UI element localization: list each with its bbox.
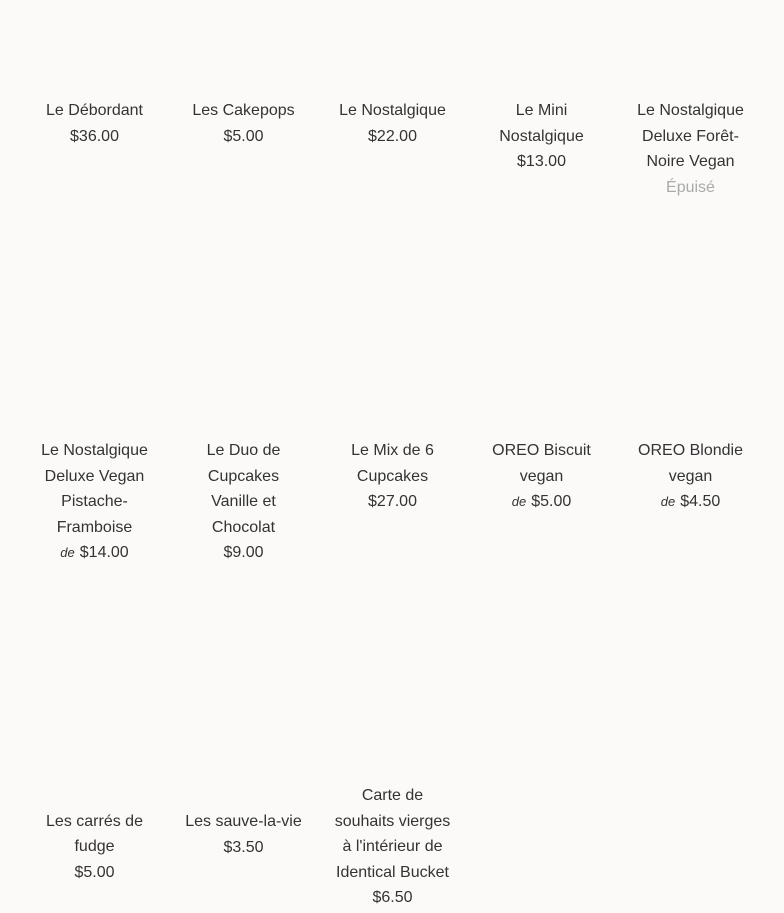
product-name[interactable]: Carte de souhaits vierges à l'intérieur de Identical Bucket: [334, 787, 451, 881]
product-price: $36.00: [70, 127, 119, 145]
product-row: [20, 782, 765, 912]
product-name[interactable]: Le Nostalgique: [339, 102, 446, 119]
price-value: $4.50: [680, 493, 721, 510]
product-card[interactable]: [169, 98, 318, 149]
product-name[interactable]: Le Nostalgique Deluxe Vegan Pistache- Framboise: [41, 442, 148, 536]
product-card[interactable]: [20, 98, 169, 149]
product-price: $9.00: [223, 544, 264, 561]
product-row: [20, 98, 765, 200]
product-price: $5.00: [74, 863, 115, 881]
product-price: $13.00: [517, 153, 566, 170]
product-card[interactable]: [20, 438, 169, 566]
sold-out-label: Épuisé: [666, 178, 715, 196]
product-name[interactable]: Les sauve-la-vie: [185, 813, 302, 830]
product-card[interactable]: [616, 98, 765, 200]
price-prefix: de: [511, 494, 527, 509]
product-card[interactable]: [20, 809, 169, 886]
product-row: [20, 438, 765, 566]
product-price: $27.00: [368, 493, 417, 510]
product-price: $5.00: [223, 127, 264, 145]
product-card[interactable]: [318, 783, 467, 911]
product-card[interactable]: [318, 98, 467, 149]
product-name[interactable]: Les carrés de fudge: [46, 812, 143, 856]
product-price: [20, 540, 169, 566]
product-price: [467, 489, 616, 515]
price-value: $14.00: [79, 544, 129, 561]
product-name[interactable]: Le Mix de 6 Cupcakes: [351, 442, 434, 485]
product-name[interactable]: OREO Biscuit vegan: [492, 442, 591, 485]
price-prefix: de: [660, 494, 676, 509]
product-name[interactable]: Le Duo de Cupcakes Vanille et Chocolat: [206, 442, 281, 536]
price-value: $5.00: [531, 493, 572, 510]
product-price: $3.50: [223, 838, 264, 856]
product-card[interactable]: [616, 438, 765, 515]
product-card[interactable]: [318, 438, 467, 515]
product-name[interactable]: Le Mini Nostalgique: [499, 102, 584, 145]
product-card[interactable]: [169, 438, 318, 566]
product-card[interactable]: [467, 98, 616, 175]
product-card[interactable]: [467, 438, 616, 515]
product-price: $6.50: [372, 889, 413, 907]
product-name[interactable]: Le Nostalgique Deluxe Forêt- Noire Vegan: [637, 102, 744, 170]
product-price: $22.00: [368, 127, 417, 145]
product-name[interactable]: Le Débordant: [46, 102, 143, 119]
price-prefix: de: [60, 545, 75, 560]
product-card[interactable]: [169, 809, 318, 860]
product-name[interactable]: OREO Blondie vegan: [638, 442, 743, 485]
product-price: [616, 489, 765, 515]
product-name[interactable]: Les Cakepops: [192, 102, 295, 119]
